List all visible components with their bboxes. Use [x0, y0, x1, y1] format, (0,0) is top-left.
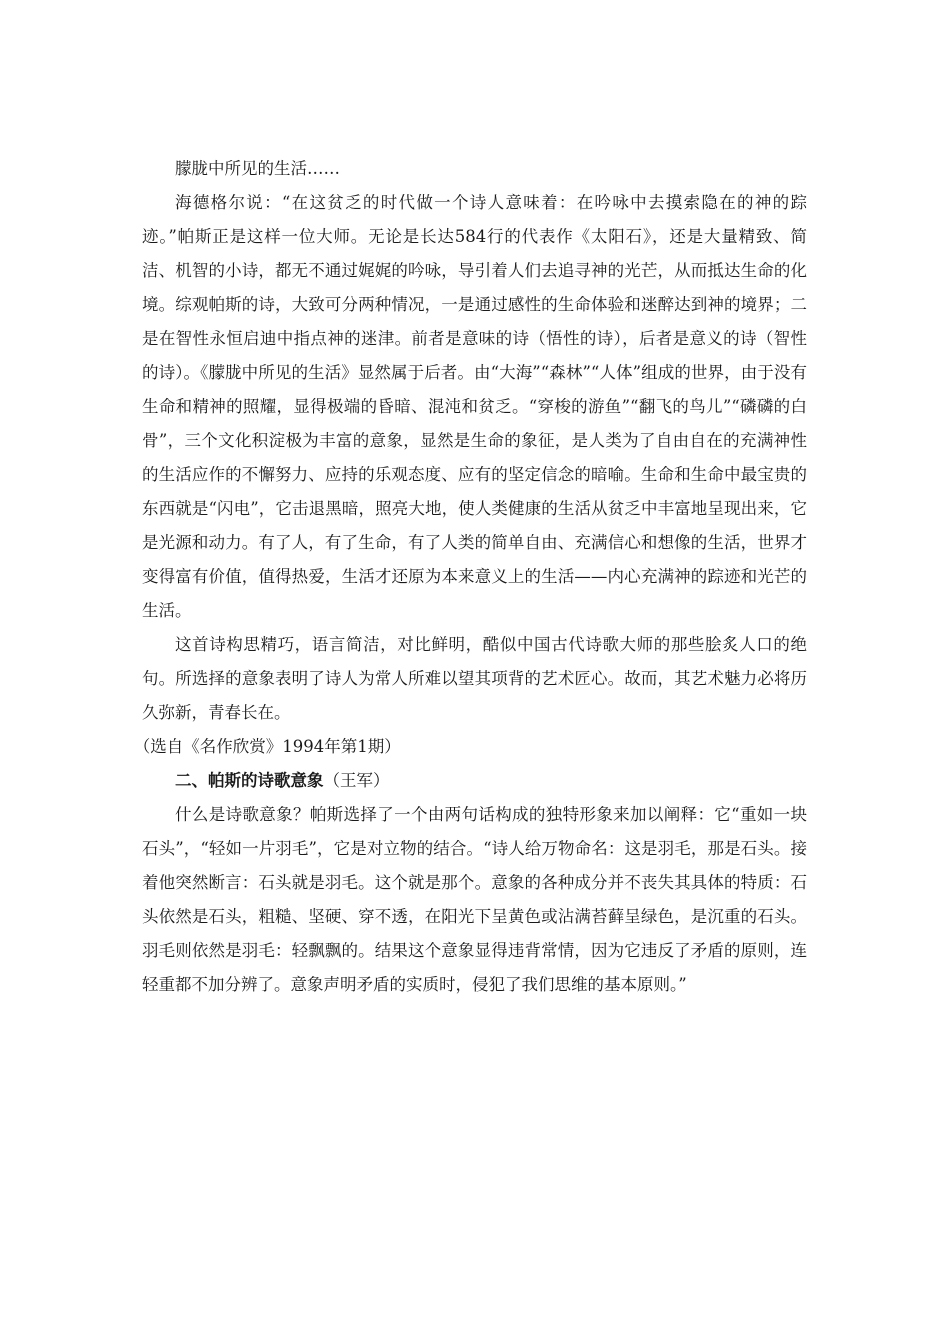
document-page: [133, 152, 807, 1002]
section-heading: [142, 764, 807, 798]
body-paragraph: 什么是诗歌意象？帕斯选择了一个由两句话构成的独特形象来加以阐释：它“重如一块石头”，“轻如一片羽毛”，它是对立物的结合。“诗人给万物命名：这是羽毛，那是石头。接着他突然断言：石头就是羽毛。这个就是那个。意象的各种成分并不丧失其具体的特质：石头依然是石头，粗糙、坚硬、穿不透，在阳光下呈黄色或沾满苔藓呈绿色，是沉重的石头。羽毛则依然是羽毛：轻飘飘的。结果这个意象显得违背常情，因为它违反了矛盾的原则，连轻重都不加分辨了。意象声明矛盾的实质时，侵犯了我们思维的基本原则。”: [142, 805, 807, 994]
section-author: （王军）: [323, 771, 390, 790]
poem-title-line: 朦胧中所见的生活……: [175, 159, 340, 178]
source-citation: （选自《名作欣赏》1994年第1期）: [133, 737, 401, 756]
body-paragraph: 这首诗构思精巧，语言简洁，对比鲜明，酷似中国古代诗歌大师的那些脍炙人口的绝句。所选择的意象表明了诗人为常人所难以望其项背的艺术匠心。故而，其艺术魅力必将历久弥新，青春长在。: [142, 635, 807, 722]
section-title: 二、帕斯的诗歌意象: [175, 771, 324, 790]
body-paragraph: 海德格尔说：“在这贫乏的时代做一个诗人意味着：在吟咏中去摸索隐在的神的踪迹。”帕斯正是这样一位大师。无论是长达584行的代表作《太阳石》，还是大量精致、简洁、机智的小诗，都无不通过娓娓的吟咏，导引着人们去追寻神的光芒，从而抵达生命的化境。综观帕斯的诗，大致可分两种情况，一是通过感性的生命体验和迷醉达到神的境界；二是在智性永恒启迪中指点神的迷津。前者是意味的诗（悟性的诗），后者是意义的诗（智性的诗）。《朦胧中所见的生活》显然属于后者。由“大海”“森林”“人体”组成的世界，由于没有生命和精神的照耀，显得极端的昏暗、混沌和贫乏。“穿梭的游鱼”“翻飞的鸟儿”“磷磷的白骨”，三个文化积淀极为丰富的意象，显然是生命的象征，是人类为了自由自在的充满神性的生活应作的不懈努力、应持的乐观态度、应有的坚定信念的暗喻。生命和生命中最宝贵的东西就是“闪电”，它击退黑暗，照亮大地，使人类健康的生活从贫乏中丰富地呈现出来，它是光源和动力。有了人，有了生命，有了人类的简单自由、充满信心和想像的生活，世界才变得富有价值，值得热爱，生活才还原为本来意义上的生活——内心充满神的踪迹和光芒的生活。: [142, 193, 807, 620]
